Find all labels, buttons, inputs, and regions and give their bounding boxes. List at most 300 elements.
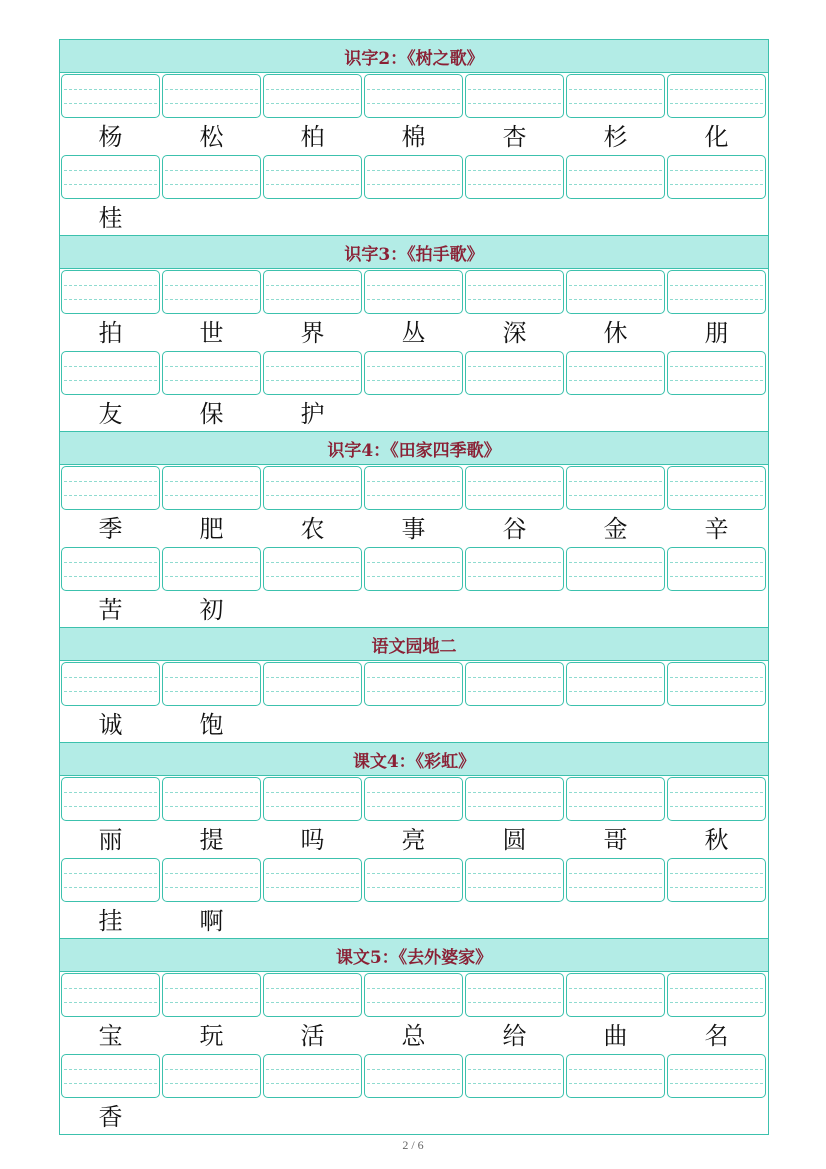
character: 事 xyxy=(401,515,426,543)
guide-line xyxy=(64,89,157,90)
character: 啊 xyxy=(199,907,224,935)
guide-line xyxy=(367,285,460,286)
guide-line xyxy=(670,576,763,577)
guide-line xyxy=(468,299,561,300)
guide-line xyxy=(468,1002,561,1003)
guide-line xyxy=(266,576,359,577)
guide-line xyxy=(468,677,561,678)
guide-line xyxy=(165,677,258,678)
guide-line xyxy=(569,184,662,185)
guide-line xyxy=(468,576,561,577)
character: 朋 xyxy=(704,319,729,347)
pinyin-writing-box[interactable] xyxy=(263,74,362,118)
character: 金 xyxy=(603,515,628,543)
guide-line xyxy=(64,481,157,482)
character: 柏 xyxy=(300,123,325,151)
pinyin-row xyxy=(60,546,768,593)
guide-line xyxy=(367,1069,460,1070)
guide-line xyxy=(670,562,763,563)
guide-line xyxy=(569,677,662,678)
pinyin-writing-box[interactable] xyxy=(162,466,261,510)
guide-line xyxy=(367,576,460,577)
character: 亮 xyxy=(401,826,426,854)
section-title: 识字2：《树之歌》 xyxy=(60,39,768,73)
pinyin-writing-box[interactable] xyxy=(162,1054,261,1098)
character: 玩 xyxy=(199,1022,224,1050)
guide-line xyxy=(367,988,460,989)
guide-line xyxy=(569,481,662,482)
lesson-section xyxy=(60,627,768,742)
guide-line xyxy=(64,677,157,678)
pinyin-writing-box[interactable] xyxy=(566,547,665,591)
guide-line xyxy=(266,1069,359,1070)
guide-line xyxy=(266,792,359,793)
lesson-section xyxy=(60,431,768,627)
guide-line xyxy=(367,792,460,793)
character: 提 xyxy=(199,826,224,854)
pinyin-writing-box[interactable] xyxy=(667,547,766,591)
lesson-section xyxy=(60,39,768,235)
guide-line xyxy=(367,562,460,563)
sheet-bottom-border xyxy=(60,1134,768,1135)
pinyin-writing-box[interactable] xyxy=(263,155,362,199)
pinyin-row xyxy=(60,857,768,904)
pinyin-writing-box[interactable] xyxy=(61,74,160,118)
guide-line xyxy=(468,988,561,989)
pinyin-writing-box[interactable] xyxy=(364,155,463,199)
pinyin-writing-box[interactable] xyxy=(162,547,261,591)
guide-line xyxy=(367,1083,460,1084)
pinyin-writing-box[interactable] xyxy=(263,547,362,591)
pinyin-row xyxy=(60,972,768,1019)
guide-line xyxy=(64,103,157,104)
guide-line xyxy=(165,103,258,104)
pinyin-writing-box[interactable] xyxy=(566,155,665,199)
character: 季 xyxy=(98,515,123,543)
pinyin-writing-box[interactable] xyxy=(566,777,665,821)
pinyin-writing-box[interactable] xyxy=(162,777,261,821)
pinyin-writing-box[interactable] xyxy=(162,155,261,199)
guide-line xyxy=(266,562,359,563)
guide-line xyxy=(64,170,157,171)
guide-line xyxy=(569,691,662,692)
guide-line xyxy=(64,1069,157,1070)
guide-line xyxy=(367,380,460,381)
character: 总 xyxy=(401,1022,426,1050)
character: 棉 xyxy=(401,123,426,151)
guide-line xyxy=(64,285,157,286)
character: 苦 xyxy=(98,596,123,624)
guide-line xyxy=(64,366,157,367)
pinyin-writing-box[interactable] xyxy=(465,270,564,314)
guide-line xyxy=(266,677,359,678)
guide-line xyxy=(468,792,561,793)
pinyin-row xyxy=(60,465,768,512)
guide-line xyxy=(64,576,157,577)
guide-line xyxy=(670,89,763,90)
pinyin-writing-box[interactable] xyxy=(667,466,766,510)
guide-line xyxy=(670,299,763,300)
guide-line xyxy=(266,1002,359,1003)
pinyin-writing-box[interactable] xyxy=(263,466,362,510)
pinyin-writing-box[interactable] xyxy=(263,270,362,314)
guide-line xyxy=(165,89,258,90)
guide-line xyxy=(569,103,662,104)
guide-line xyxy=(670,170,763,171)
guide-line xyxy=(367,887,460,888)
guide-line xyxy=(569,873,662,874)
character: 友 xyxy=(98,400,123,428)
guide-line xyxy=(569,89,662,90)
pinyin-writing-box[interactable] xyxy=(364,351,463,395)
pinyin-writing-box[interactable] xyxy=(263,662,362,706)
guide-line xyxy=(367,299,460,300)
pinyin-writing-box[interactable] xyxy=(667,662,766,706)
guide-line xyxy=(165,562,258,563)
section-title: 课文5：《去外婆家》 xyxy=(60,938,768,972)
character: 护 xyxy=(300,400,325,428)
guide-line xyxy=(64,1002,157,1003)
pinyin-writing-box[interactable] xyxy=(465,466,564,510)
character: 肥 xyxy=(199,515,224,543)
pinyin-writing-box[interactable] xyxy=(162,270,261,314)
section-title: 语文园地二 xyxy=(60,627,768,661)
guide-line xyxy=(266,887,359,888)
section-title: 课文4：《彩虹》 xyxy=(60,742,768,776)
guide-line xyxy=(64,562,157,563)
guide-line xyxy=(670,988,763,989)
pinyin-writing-box[interactable] xyxy=(667,74,766,118)
character-row xyxy=(60,904,768,938)
pinyin-writing-box[interactable] xyxy=(61,466,160,510)
pinyin-writing-box[interactable] xyxy=(566,662,665,706)
guide-line xyxy=(569,576,662,577)
character: 谷 xyxy=(502,515,527,543)
pinyin-writing-box[interactable] xyxy=(364,973,463,1017)
character: 保 xyxy=(199,400,224,428)
guide-line xyxy=(64,691,157,692)
guide-line xyxy=(468,562,561,563)
pinyin-row xyxy=(60,73,768,120)
pinyin-writing-box[interactable] xyxy=(566,351,665,395)
lesson-section xyxy=(60,938,768,1134)
guide-line xyxy=(165,873,258,874)
pinyin-writing-box[interactable] xyxy=(61,547,160,591)
guide-line xyxy=(64,873,157,874)
pinyin-writing-box[interactable] xyxy=(566,74,665,118)
guide-line xyxy=(569,170,662,171)
guide-line xyxy=(468,103,561,104)
guide-line xyxy=(468,873,561,874)
character: 吗 xyxy=(300,826,325,854)
pinyin-writing-box[interactable] xyxy=(465,351,564,395)
guide-line xyxy=(367,366,460,367)
guide-line xyxy=(165,792,258,793)
guide-line xyxy=(569,299,662,300)
guide-line xyxy=(266,988,359,989)
pinyin-writing-box[interactable] xyxy=(364,858,463,902)
guide-line xyxy=(266,691,359,692)
guide-line xyxy=(165,285,258,286)
character: 拍 xyxy=(98,319,123,347)
guide-line xyxy=(266,380,359,381)
guide-line xyxy=(468,691,561,692)
guide-line xyxy=(569,366,662,367)
pinyin-writing-box[interactable] xyxy=(61,155,160,199)
character-row xyxy=(60,512,768,546)
character: 饱 xyxy=(199,711,224,739)
guide-line xyxy=(165,1083,258,1084)
guide-line xyxy=(64,184,157,185)
pinyin-row xyxy=(60,350,768,397)
pinyin-writing-box[interactable] xyxy=(364,662,463,706)
pinyin-writing-box[interactable] xyxy=(667,270,766,314)
guide-line xyxy=(569,806,662,807)
guide-line xyxy=(165,380,258,381)
guide-line xyxy=(266,1083,359,1084)
guide-line xyxy=(266,103,359,104)
guide-line xyxy=(670,481,763,482)
character: 辛 xyxy=(704,515,729,543)
guide-line xyxy=(165,481,258,482)
character-row xyxy=(60,316,768,350)
section-title: 识字4：《田家四季歌》 xyxy=(60,431,768,465)
guide-line xyxy=(165,1002,258,1003)
guide-line xyxy=(165,988,258,989)
pinyin-writing-box[interactable] xyxy=(566,466,665,510)
guide-line xyxy=(266,184,359,185)
character-row xyxy=(60,201,768,235)
guide-line xyxy=(569,562,662,563)
pinyin-writing-box[interactable] xyxy=(667,155,766,199)
pinyin-writing-box[interactable] xyxy=(566,858,665,902)
character: 松 xyxy=(199,123,224,151)
pinyin-writing-box[interactable] xyxy=(667,973,766,1017)
guide-line xyxy=(165,184,258,185)
guide-line xyxy=(165,576,258,577)
pinyin-writing-box[interactable] xyxy=(465,858,564,902)
guide-line xyxy=(468,366,561,367)
guide-line xyxy=(468,887,561,888)
guide-line xyxy=(670,1069,763,1070)
page-number: 2 / 6 xyxy=(402,1138,424,1152)
guide-line xyxy=(165,299,258,300)
guide-line xyxy=(670,691,763,692)
character: 初 xyxy=(199,596,224,624)
pinyin-writing-box[interactable] xyxy=(465,547,564,591)
guide-line xyxy=(64,792,157,793)
character-row xyxy=(60,1100,768,1134)
pinyin-writing-box[interactable] xyxy=(263,351,362,395)
character: 挂 xyxy=(98,907,123,935)
pinyin-writing-box[interactable] xyxy=(263,777,362,821)
pinyin-writing-box[interactable] xyxy=(61,270,160,314)
guide-line xyxy=(266,495,359,496)
pinyin-writing-box[interactable] xyxy=(667,858,766,902)
guide-line xyxy=(367,495,460,496)
character-row xyxy=(60,1019,768,1053)
pinyin-writing-box[interactable] xyxy=(263,1054,362,1098)
character: 休 xyxy=(603,319,628,347)
guide-line xyxy=(165,887,258,888)
guide-line xyxy=(266,806,359,807)
guide-line xyxy=(367,1002,460,1003)
pinyin-writing-box[interactable] xyxy=(162,74,261,118)
character-row xyxy=(60,120,768,154)
character: 活 xyxy=(300,1022,325,1050)
pinyin-writing-box[interactable] xyxy=(162,351,261,395)
guide-line xyxy=(266,89,359,90)
pinyin-writing-box[interactable] xyxy=(364,1054,463,1098)
pinyin-writing-box[interactable] xyxy=(162,662,261,706)
character: 世 xyxy=(199,319,224,347)
guide-line xyxy=(64,380,157,381)
guide-line xyxy=(64,299,157,300)
guide-line xyxy=(165,806,258,807)
guide-line xyxy=(367,691,460,692)
pinyin-writing-box[interactable] xyxy=(465,777,564,821)
pinyin-writing-box[interactable] xyxy=(61,662,160,706)
guide-line xyxy=(670,873,763,874)
character: 杏 xyxy=(502,123,527,151)
pinyin-writing-box[interactable] xyxy=(566,973,665,1017)
pinyin-writing-box[interactable] xyxy=(61,858,160,902)
guide-line xyxy=(468,380,561,381)
guide-line xyxy=(670,184,763,185)
guide-line xyxy=(569,495,662,496)
character-row xyxy=(60,593,768,627)
guide-line xyxy=(64,887,157,888)
guide-line xyxy=(266,299,359,300)
guide-line xyxy=(468,285,561,286)
character: 诚 xyxy=(98,711,123,739)
pinyin-writing-box[interactable] xyxy=(61,777,160,821)
character: 化 xyxy=(704,123,729,151)
guide-line xyxy=(569,1069,662,1070)
character: 圆 xyxy=(502,826,527,854)
guide-line xyxy=(670,380,763,381)
guide-line xyxy=(367,481,460,482)
pinyin-writing-box[interactable] xyxy=(566,1054,665,1098)
pinyin-writing-box[interactable] xyxy=(263,858,362,902)
character: 名 xyxy=(704,1022,729,1050)
guide-line xyxy=(367,103,460,104)
character: 杨 xyxy=(98,123,123,151)
character: 给 xyxy=(502,1022,527,1050)
guide-line xyxy=(266,873,359,874)
guide-line xyxy=(670,887,763,888)
guide-line xyxy=(670,495,763,496)
guide-line xyxy=(367,170,460,171)
pinyin-writing-box[interactable] xyxy=(465,662,564,706)
guide-line xyxy=(64,495,157,496)
guide-line xyxy=(367,806,460,807)
guide-line xyxy=(165,366,258,367)
guide-line xyxy=(468,1069,561,1070)
pinyin-writing-box[interactable] xyxy=(364,270,463,314)
pinyin-row xyxy=(60,1053,768,1100)
pinyin-writing-box[interactable] xyxy=(364,777,463,821)
guide-line xyxy=(64,988,157,989)
character-row xyxy=(60,397,768,431)
guide-line xyxy=(569,1083,662,1084)
guide-line xyxy=(367,677,460,678)
character: 丛 xyxy=(401,319,426,347)
pinyin-writing-box[interactable] xyxy=(667,351,766,395)
pinyin-writing-box[interactable] xyxy=(61,973,160,1017)
pinyin-writing-box[interactable] xyxy=(465,74,564,118)
guide-line xyxy=(569,1002,662,1003)
guide-line xyxy=(266,481,359,482)
guide-line xyxy=(670,792,763,793)
guide-line xyxy=(670,1083,763,1084)
pinyin-row xyxy=(60,154,768,201)
guide-line xyxy=(569,380,662,381)
guide-line xyxy=(670,285,763,286)
guide-line xyxy=(468,806,561,807)
character: 宝 xyxy=(98,1022,123,1050)
pinyin-writing-box[interactable] xyxy=(465,1054,564,1098)
guide-line xyxy=(468,89,561,90)
pinyin-writing-box[interactable] xyxy=(61,1054,160,1098)
pinyin-writing-box[interactable] xyxy=(667,1054,766,1098)
guide-line xyxy=(670,677,763,678)
guide-line xyxy=(266,170,359,171)
pinyin-writing-box[interactable] xyxy=(566,270,665,314)
character: 丽 xyxy=(98,826,123,854)
pinyin-row xyxy=(60,776,768,823)
pinyin-writing-box[interactable] xyxy=(465,155,564,199)
pinyin-writing-box[interactable] xyxy=(364,547,463,591)
guide-line xyxy=(165,170,258,171)
lesson-section xyxy=(60,235,768,431)
pinyin-writing-box[interactable] xyxy=(465,973,564,1017)
guide-line xyxy=(64,806,157,807)
pinyin-writing-box[interactable] xyxy=(162,973,261,1017)
character-row xyxy=(60,708,768,742)
character: 深 xyxy=(502,319,527,347)
guide-line xyxy=(165,495,258,496)
guide-line xyxy=(367,873,460,874)
guide-line xyxy=(670,806,763,807)
guide-line xyxy=(670,1002,763,1003)
guide-line xyxy=(468,495,561,496)
guide-line xyxy=(569,285,662,286)
guide-line xyxy=(569,792,662,793)
pinyin-row xyxy=(60,269,768,316)
pinyin-writing-box[interactable] xyxy=(263,973,362,1017)
guide-line xyxy=(367,89,460,90)
pinyin-writing-box[interactable] xyxy=(667,777,766,821)
guide-line xyxy=(468,481,561,482)
character: 香 xyxy=(98,1103,123,1131)
guide-line xyxy=(569,988,662,989)
guide-line xyxy=(468,170,561,171)
guide-line xyxy=(569,887,662,888)
character: 曲 xyxy=(603,1022,628,1050)
guide-line xyxy=(266,285,359,286)
pinyin-row xyxy=(60,661,768,708)
guide-line xyxy=(670,366,763,367)
guide-line xyxy=(367,184,460,185)
pinyin-writing-box[interactable] xyxy=(364,466,463,510)
guide-line xyxy=(670,103,763,104)
pinyin-writing-box[interactable] xyxy=(364,74,463,118)
pinyin-writing-box[interactable] xyxy=(61,351,160,395)
character: 哥 xyxy=(603,826,628,854)
guide-line xyxy=(64,1083,157,1084)
pinyin-writing-box[interactable] xyxy=(162,858,261,902)
